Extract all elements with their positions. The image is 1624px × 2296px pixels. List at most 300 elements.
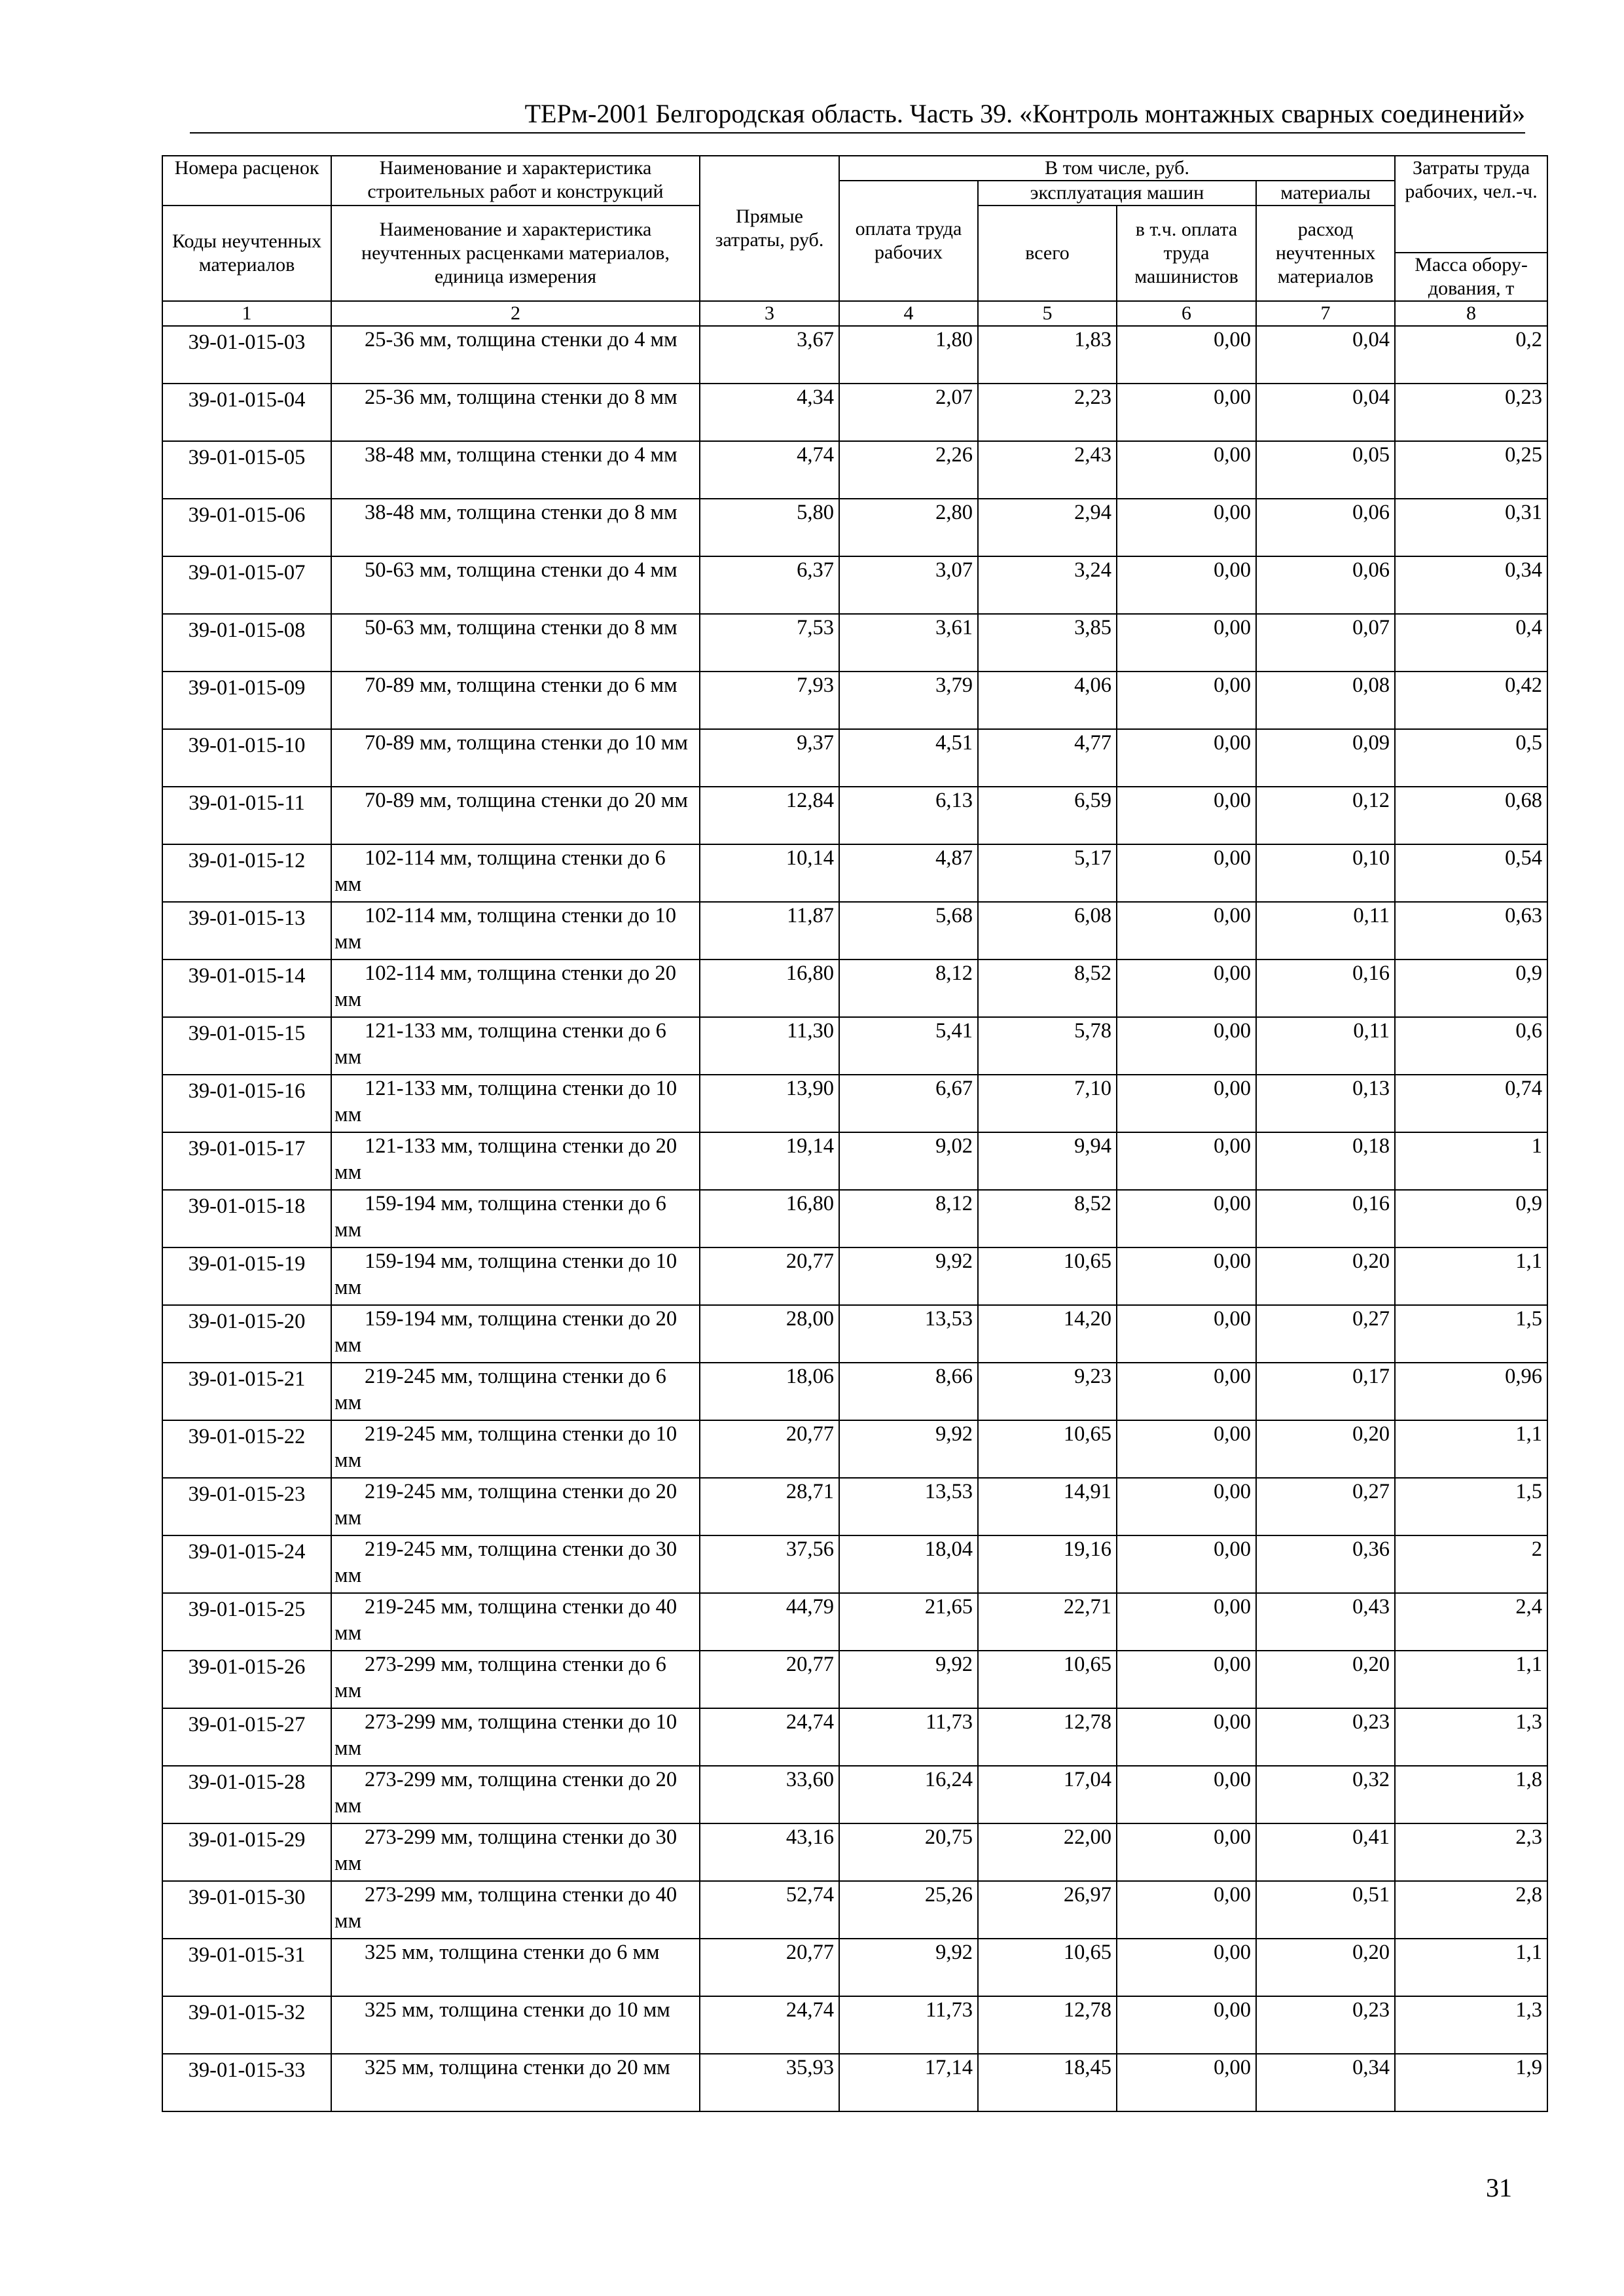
machinist-pay-value: 0,00 (1117, 1420, 1256, 1478)
labor-hours-value: 0,2 (1395, 326, 1547, 384)
materials-value: 0,11 (1256, 902, 1395, 960)
column-number: 8 (1395, 301, 1547, 326)
materials-value: 0,09 (1256, 729, 1395, 787)
machinist-pay-value: 0,00 (1117, 556, 1256, 614)
machinist-pay-value: 0,00 (1117, 1305, 1256, 1363)
header-labor-pay: оплата труда рабочих (839, 181, 978, 301)
machine-total-value: 18,45 (978, 2054, 1117, 2111)
column-number: 5 (978, 301, 1117, 326)
work-description (331, 326, 700, 384)
table-row (162, 614, 1547, 672)
labor-pay-value: 5,41 (839, 1017, 978, 1075)
work-description-text: 273-299 мм, толщина стенки до 40 мм (334, 1883, 677, 1933)
machine-total-value: 6,59 (978, 787, 1117, 844)
direct-costs-value: 24,74 (700, 1708, 839, 1766)
machinist-pay-value: 0,00 (1117, 1651, 1256, 1708)
table-row (162, 1708, 1547, 1766)
work-description-text: 70-89 мм, толщина стенки до 20 мм (365, 789, 688, 812)
work-description (331, 1132, 700, 1190)
direct-costs-value: 4,74 (700, 441, 839, 499)
rate-code: 39-01-015-32 (162, 1996, 331, 2054)
rate-code: 39-01-015-03 (162, 326, 331, 384)
direct-costs-value: 20,77 (700, 1939, 839, 1996)
machinist-pay-value: 0,00 (1117, 960, 1256, 1017)
work-description (331, 499, 700, 556)
direct-costs-value: 16,80 (700, 960, 839, 1017)
machinist-pay-value: 0,00 (1117, 384, 1256, 441)
work-description-text: 38-48 мм, толщина стенки до 4 мм (365, 443, 677, 467)
machinist-pay-value: 0,00 (1117, 1708, 1256, 1766)
materials-value: 0,04 (1256, 326, 1395, 384)
materials-value: 0,32 (1256, 1766, 1395, 1823)
machinist-pay-value: 0,00 (1117, 441, 1256, 499)
machine-total-value: 8,52 (978, 1190, 1117, 1247)
labor-pay-value: 11,73 (839, 1996, 978, 2054)
labor-pay-value: 2,26 (839, 441, 978, 499)
machinist-pay-value: 0,00 (1117, 1996, 1256, 2054)
materials-value: 0,12 (1256, 787, 1395, 844)
labor-pay-value: 6,13 (839, 787, 978, 844)
work-description (331, 556, 700, 614)
header-name-characteristics: Наименование и характеристика строительных работ и конструкций (331, 156, 700, 206)
work-description-text: 219-245 мм, толщина стенки до 6 мм (334, 1365, 666, 1414)
work-description (331, 1478, 700, 1535)
work-description-text: 273-299 мм, толщина стенки до 30 мм (334, 1825, 677, 1875)
work-description-text: 219-245 мм, толщина стенки до 30 мм (334, 1537, 677, 1587)
labor-pay-value: 17,14 (839, 2054, 978, 2111)
labor-hours-value: 1,1 (1395, 1420, 1547, 1478)
labor-hours-value: 0,74 (1395, 1075, 1547, 1132)
work-description (331, 1823, 700, 1881)
machine-total-value: 10,65 (978, 1939, 1117, 1996)
column-number: 4 (839, 301, 978, 326)
rate-code: 39-01-015-20 (162, 1305, 331, 1363)
table-row (162, 1939, 1547, 1996)
materials-value: 0,36 (1256, 1535, 1395, 1593)
machinist-pay-value: 0,00 (1117, 1823, 1256, 1881)
work-description (331, 1305, 700, 1363)
materials-value: 0,10 (1256, 844, 1395, 902)
labor-pay-value: 5,68 (839, 902, 978, 960)
labor-pay-value: 9,92 (839, 1651, 978, 1708)
labor-hours-value: 1,5 (1395, 1478, 1547, 1535)
direct-costs-value: 9,37 (700, 729, 839, 787)
direct-costs-value: 43,16 (700, 1823, 839, 1881)
labor-pay-value: 4,51 (839, 729, 978, 787)
rate-code: 39-01-015-16 (162, 1075, 331, 1132)
labor-hours-value: 1,8 (1395, 1766, 1547, 1823)
labor-pay-value: 9,02 (839, 1132, 978, 1190)
table-row (162, 787, 1547, 844)
work-description (331, 1075, 700, 1132)
materials-value: 0,23 (1256, 1996, 1395, 2054)
machine-total-value: 2,94 (978, 499, 1117, 556)
labor-hours-value: 0,5 (1395, 729, 1547, 787)
column-number: 2 (331, 301, 700, 326)
column-number: 1 (162, 301, 331, 326)
machine-total-value: 2,23 (978, 384, 1117, 441)
labor-pay-value: 13,53 (839, 1305, 978, 1363)
machine-total-value: 5,17 (978, 844, 1117, 902)
machine-total-value: 12,78 (978, 1996, 1117, 2054)
direct-costs-value: 20,77 (700, 1651, 839, 1708)
labor-pay-value: 16,24 (839, 1766, 978, 1823)
rate-code: 39-01-015-05 (162, 441, 331, 499)
labor-hours-value: 1,3 (1395, 1708, 1547, 1766)
table-row (162, 384, 1547, 441)
rate-code: 39-01-015-21 (162, 1363, 331, 1420)
materials-value: 0,06 (1256, 499, 1395, 556)
materials-value: 0,34 (1256, 2054, 1395, 2111)
work-description-text: 159-194 мм, толщина стенки до 20 мм (334, 1307, 677, 1357)
work-description (331, 787, 700, 844)
work-description (331, 614, 700, 672)
machine-total-value: 10,65 (978, 1420, 1117, 1478)
rate-code: 39-01-015-11 (162, 787, 331, 844)
materials-value: 0,43 (1256, 1593, 1395, 1651)
labor-pay-value: 1,80 (839, 326, 978, 384)
work-description-text: 325 мм, толщина стенки до 6 мм (365, 1941, 660, 1964)
work-description-text: 102-114 мм, толщина стенки до 6 мм (334, 846, 666, 896)
machinist-pay-value: 0,00 (1117, 2054, 1256, 2111)
direct-costs-value: 20,77 (700, 1247, 839, 1305)
machine-total-value: 14,20 (978, 1305, 1117, 1363)
rate-code: 39-01-015-06 (162, 499, 331, 556)
rate-code: 39-01-015-23 (162, 1478, 331, 1535)
labor-hours-value: 2,4 (1395, 1593, 1547, 1651)
work-description (331, 1247, 700, 1305)
work-description (331, 1363, 700, 1420)
materials-value: 0,04 (1256, 384, 1395, 441)
rate-code: 39-01-015-08 (162, 614, 331, 672)
direct-costs-value: 7,53 (700, 614, 839, 672)
direct-costs-value: 16,80 (700, 1190, 839, 1247)
labor-pay-value: 8,12 (839, 960, 978, 1017)
materials-value: 0,27 (1256, 1305, 1395, 1363)
direct-costs-value: 37,56 (700, 1535, 839, 1593)
direct-costs-value: 20,77 (700, 1420, 839, 1478)
work-description-text: 25-36 мм, толщина стенки до 8 мм (365, 386, 677, 409)
table-row (162, 1535, 1547, 1593)
work-description-text: 159-194 мм, толщина стенки до 6 мм (334, 1192, 666, 1242)
header-equipment-mass: Масса обору-дования, т (1395, 253, 1547, 301)
rate-code: 39-01-015-33 (162, 2054, 331, 2111)
machinist-pay-value: 0,00 (1117, 1363, 1256, 1420)
materials-value: 0,20 (1256, 1420, 1395, 1478)
labor-hours-value: 0,63 (1395, 902, 1547, 960)
work-description-text: 102-114 мм, толщина стенки до 10 мм (334, 904, 676, 954)
machine-total-value: 12,78 (978, 1708, 1117, 1766)
labor-hours-value: 2,8 (1395, 1881, 1547, 1939)
machinist-pay-value: 0,00 (1117, 614, 1256, 672)
machinist-pay-value: 0,00 (1117, 1075, 1256, 1132)
machine-total-value: 22,00 (978, 1823, 1117, 1881)
labor-pay-value: 3,07 (839, 556, 978, 614)
rate-code: 39-01-015-17 (162, 1132, 331, 1190)
table-row (162, 1766, 1547, 1823)
labor-hours-value: 1,1 (1395, 1939, 1547, 1996)
rate-code: 39-01-015-30 (162, 1881, 331, 1939)
machinist-pay-value: 0,00 (1117, 902, 1256, 960)
direct-costs-value: 28,71 (700, 1478, 839, 1535)
rate-code: 39-01-015-07 (162, 556, 331, 614)
labor-pay-value: 9,92 (839, 1247, 978, 1305)
rate-code: 39-01-015-15 (162, 1017, 331, 1075)
labor-hours-value: 0,34 (1395, 556, 1547, 614)
materials-value: 0,16 (1256, 960, 1395, 1017)
rate-code: 39-01-015-10 (162, 729, 331, 787)
machine-total-value: 8,52 (978, 960, 1117, 1017)
machine-total-value: 9,23 (978, 1363, 1117, 1420)
header-including: В том числе, руб. (839, 156, 1395, 181)
materials-value: 0,51 (1256, 1881, 1395, 1939)
labor-pay-value: 3,61 (839, 614, 978, 672)
machine-total-value: 1,83 (978, 326, 1117, 384)
machinist-pay-value: 0,00 (1117, 787, 1256, 844)
work-description-text: 38-48 мм, толщина стенки до 8 мм (365, 501, 677, 524)
labor-pay-value: 4,87 (839, 844, 978, 902)
work-description-text: 25-36 мм, толщина стенки до 4 мм (365, 328, 677, 351)
direct-costs-value: 3,67 (700, 326, 839, 384)
work-description (331, 1593, 700, 1651)
work-description-text: 102-114 мм, толщина стенки до 20 мм (334, 961, 676, 1011)
labor-hours-value: 0,25 (1395, 441, 1547, 499)
rate-code: 39-01-015-04 (162, 384, 331, 441)
machinist-pay-value: 0,00 (1117, 1247, 1256, 1305)
direct-costs-value: 24,74 (700, 1996, 839, 2054)
rate-rows (162, 326, 1547, 2111)
labor-pay-value: 6,67 (839, 1075, 978, 1132)
materials-value: 0,20 (1256, 1651, 1395, 1708)
table-row (162, 556, 1547, 614)
work-description-text: 273-299 мм, толщина стенки до 20 мм (334, 1768, 677, 1818)
rate-code: 39-01-015-09 (162, 672, 331, 729)
labor-pay-value: 11,73 (839, 1708, 978, 1766)
work-description-text: 121-133 мм, толщина стенки до 10 мм (334, 1077, 677, 1126)
direct-costs-value: 35,93 (700, 2054, 839, 2111)
labor-pay-value: 2,07 (839, 384, 978, 441)
work-description-text: 325 мм, толщина стенки до 20 мм (365, 2056, 670, 2079)
table-row (162, 902, 1547, 960)
machinist-pay-value: 0,00 (1117, 1593, 1256, 1651)
labor-hours-value: 0,9 (1395, 960, 1547, 1017)
labor-pay-value: 3,79 (839, 672, 978, 729)
machine-total-value: 10,65 (978, 1247, 1117, 1305)
labor-hours-value: 0,42 (1395, 672, 1547, 729)
table-row (162, 1363, 1547, 1420)
materials-value: 0,11 (1256, 1017, 1395, 1075)
machinist-pay-value: 0,00 (1117, 844, 1256, 902)
machinist-pay-value: 0,00 (1117, 1132, 1256, 1190)
header-rate-numbers: Номера расценок (162, 156, 331, 206)
labor-hours-value: 2,3 (1395, 1823, 1547, 1881)
header-machine-operation: эксплуатация машин (978, 181, 1256, 206)
direct-costs-value: 10,14 (700, 844, 839, 902)
work-description (331, 1708, 700, 1766)
work-description (331, 1017, 700, 1075)
table-row (162, 1247, 1547, 1305)
direct-costs-value: 19,14 (700, 1132, 839, 1190)
materials-value: 0,20 (1256, 1247, 1395, 1305)
labor-hours-value: 1 (1395, 1132, 1547, 1190)
labor-pay-value: 8,66 (839, 1363, 978, 1420)
rate-code: 39-01-015-26 (162, 1651, 331, 1708)
direct-costs-value: 11,30 (700, 1017, 839, 1075)
table-row (162, 1132, 1547, 1190)
table-row (162, 1075, 1547, 1132)
machine-total-value: 2,43 (978, 441, 1117, 499)
materials-value: 0,08 (1256, 672, 1395, 729)
work-description-text: 219-245 мм, толщина стенки до 40 мм (334, 1595, 677, 1645)
direct-costs-value: 5,80 (700, 499, 839, 556)
table-row (162, 1420, 1547, 1478)
rate-code: 39-01-015-12 (162, 844, 331, 902)
machine-total-value: 26,97 (978, 1881, 1117, 1939)
labor-pay-value: 21,65 (839, 1593, 978, 1651)
table-row (162, 960, 1547, 1017)
labor-pay-value: 8,12 (839, 1190, 978, 1247)
table-row (162, 729, 1547, 787)
work-description-text: 219-245 мм, толщина стенки до 20 мм (334, 1480, 677, 1530)
header-labor-costs: Затраты труда рабочих, чел.-ч. (1395, 156, 1547, 253)
labor-hours-value: 0,68 (1395, 787, 1547, 844)
rate-code: 39-01-015-14 (162, 960, 331, 1017)
rates-table (162, 155, 1548, 2112)
materials-value: 0,41 (1256, 1823, 1395, 1881)
rate-code: 39-01-015-27 (162, 1708, 331, 1766)
labor-hours-value: 1,5 (1395, 1305, 1547, 1363)
work-description (331, 1881, 700, 1939)
page-number: 31 (1486, 2173, 1512, 2202)
machine-total-value: 6,08 (978, 902, 1117, 960)
rate-code: 39-01-015-31 (162, 1939, 331, 1996)
table-row (162, 326, 1547, 384)
rate-code: 39-01-015-19 (162, 1247, 331, 1305)
direct-costs-value: 52,74 (700, 1881, 839, 1939)
work-description (331, 844, 700, 902)
rate-code: 39-01-015-13 (162, 902, 331, 960)
rate-code: 39-01-015-29 (162, 1823, 331, 1881)
labor-pay-value: 25,26 (839, 1881, 978, 1939)
rate-code: 39-01-015-28 (162, 1766, 331, 1823)
direct-costs-value: 18,06 (700, 1363, 839, 1420)
work-description (331, 902, 700, 960)
materials-value: 0,05 (1256, 441, 1395, 499)
machinist-pay-value: 0,00 (1117, 1535, 1256, 1593)
direct-costs-value: 11,87 (700, 902, 839, 960)
table-row (162, 1017, 1547, 1075)
column-number: 3 (700, 301, 839, 326)
machinist-pay-value: 0,00 (1117, 499, 1256, 556)
work-description (331, 1190, 700, 1247)
direct-costs-value: 12,84 (700, 787, 839, 844)
work-description (331, 1939, 700, 1996)
materials-value: 0,18 (1256, 1132, 1395, 1190)
column-number: 6 (1117, 301, 1256, 326)
machinist-pay-value: 0,00 (1117, 1939, 1256, 1996)
direct-costs-value: 13,90 (700, 1075, 839, 1132)
rate-code: 39-01-015-25 (162, 1593, 331, 1651)
labor-hours-value: 1,9 (1395, 2054, 1547, 2111)
machinist-pay-value: 0,00 (1117, 326, 1256, 384)
table-row (162, 1823, 1547, 1881)
table-row (162, 1651, 1547, 1708)
header-rule (190, 132, 1525, 134)
machine-total-value: 7,10 (978, 1075, 1117, 1132)
labor-hours-value: 0,54 (1395, 844, 1547, 902)
work-description (331, 672, 700, 729)
machine-total-value: 14,91 (978, 1478, 1117, 1535)
header-direct-costs: Прямые затраты, руб. (700, 156, 839, 301)
labor-pay-value: 18,04 (839, 1535, 978, 1593)
materials-value: 0,23 (1256, 1708, 1395, 1766)
direct-costs-value: 44,79 (700, 1593, 839, 1651)
header-materials: материалы (1256, 181, 1395, 206)
materials-value: 0,13 (1256, 1075, 1395, 1132)
table-row (162, 499, 1547, 556)
labor-pay-value: 13,53 (839, 1478, 978, 1535)
work-description-text: 273-299 мм, толщина стенки до 10 мм (334, 1710, 677, 1760)
direct-costs-value: 33,60 (700, 1766, 839, 1823)
direct-costs-value: 4,34 (700, 384, 839, 441)
work-description-text: 219-245 мм, толщина стенки до 10 мм (334, 1422, 677, 1472)
machinist-pay-value: 0,00 (1117, 1478, 1256, 1535)
materials-value: 0,16 (1256, 1190, 1395, 1247)
work-description-text: 70-89 мм, толщина стенки до 10 мм (365, 731, 688, 755)
rate-code: 39-01-015-24 (162, 1535, 331, 1593)
table-row (162, 1190, 1547, 1247)
materials-value: 0,07 (1256, 614, 1395, 672)
work-description (331, 1420, 700, 1478)
work-description (331, 1996, 700, 2054)
labor-hours-value: 2 (1395, 1535, 1547, 1593)
direct-costs-value: 6,37 (700, 556, 839, 614)
work-description-text: 50-63 мм, толщина стенки до 4 мм (365, 558, 677, 582)
header-unaccounted-consumption: расход неучтенных материалов (1256, 206, 1395, 301)
machine-total-value: 5,78 (978, 1017, 1117, 1075)
header-total: всего (978, 206, 1117, 301)
rate-code: 39-01-015-18 (162, 1190, 331, 1247)
work-description-text: 273-299 мм, толщина стенки до 6 мм (334, 1653, 666, 1702)
machinist-pay-value: 0,00 (1117, 672, 1256, 729)
work-description-text: 50-63 мм, толщина стенки до 8 мм (365, 616, 677, 639)
machine-total-value: 3,24 (978, 556, 1117, 614)
labor-hours-value: 0,9 (1395, 1190, 1547, 1247)
machinist-pay-value: 0,00 (1117, 1190, 1256, 1247)
labor-hours-value: 1,1 (1395, 1651, 1547, 1708)
materials-value: 0,17 (1256, 1363, 1395, 1420)
work-description (331, 2054, 700, 2111)
table-row (162, 1305, 1547, 1363)
work-description-text: 70-89 мм, толщина стенки до 6 мм (365, 673, 677, 697)
labor-hours-value: 1,1 (1395, 1247, 1547, 1305)
direct-costs-value: 7,93 (700, 672, 839, 729)
work-description (331, 729, 700, 787)
table-row (162, 844, 1547, 902)
header-unaccounted-names: Наименование и характеристика неучтенных расценками материалов, единица измерения (331, 206, 700, 301)
machine-total-value: 19,16 (978, 1535, 1117, 1593)
machinist-pay-value: 0,00 (1117, 729, 1256, 787)
machine-total-value: 4,77 (978, 729, 1117, 787)
labor-hours-value: 0,96 (1395, 1363, 1547, 1420)
work-description (331, 441, 700, 499)
rate-code: 39-01-015-22 (162, 1420, 331, 1478)
work-description-text: 159-194 мм, толщина стенки до 10 мм (334, 1249, 677, 1299)
header-machinist-pay: в т.ч. оплата труда машинистов (1117, 206, 1256, 301)
labor-pay-value: 2,80 (839, 499, 978, 556)
materials-value: 0,20 (1256, 1939, 1395, 1996)
labor-hours-value: 0,4 (1395, 614, 1547, 672)
